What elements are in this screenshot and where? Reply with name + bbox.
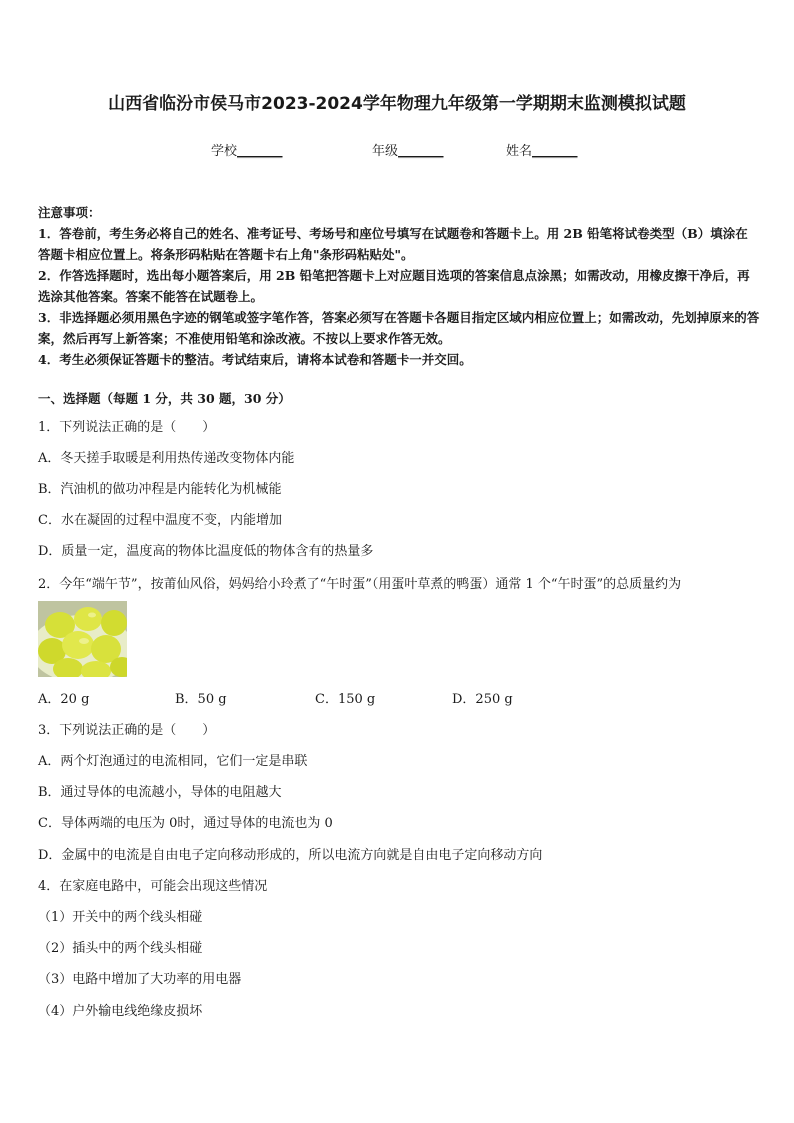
- note-item: 4．考生必须保证答题卡的整洁。考试结束后，请将本试卷和答题卡一并交回。: [38, 352, 472, 367]
- question-4-item: （4）户外输电线绝缘皮损坏: [38, 1004, 203, 1019]
- question-4-item: （3）电路中增加了大功率的用电器: [38, 972, 242, 987]
- section-heading: 一、选择题（每题 1 分，共 30 题，30 分）: [38, 391, 291, 406]
- grade-label: 年级: [372, 144, 399, 159]
- grade-field: [372, 140, 444, 159]
- grade-blank: _______: [398, 144, 444, 159]
- question-1-option-c: C．水在凝固的过程中温度不变，内能增加: [38, 513, 282, 528]
- question-3-option-d: D．金属中的电流是自由电子定向移动形成的，所以电流方向就是自由电子定向移动方向: [38, 848, 543, 863]
- question-3-stem: 3．下列说法正确的是（ ）: [38, 723, 216, 738]
- egg-basket-photo-icon: [38, 601, 127, 677]
- notes-block: [38, 202, 760, 370]
- question-2-stem: 2．今年“端午节”，按莆仙风俗，妈妈给小玲煮了“午时蛋”（用蛋叶草煮的鸭蛋）通常 1 个“午时蛋”的总质量约为: [38, 577, 682, 592]
- question-4-item: （2）插头中的两个线头相碰: [38, 941, 203, 956]
- eggs-illustration: [38, 601, 127, 677]
- question-2-option-a: A．20 g: [38, 692, 90, 707]
- page-title: 山西省临汾市侯马市2023-2024学年物理九年级第一学期期末监测模拟试题: [108, 94, 686, 114]
- name-field: [506, 140, 578, 159]
- note-item: 2．作答选择题时，选出每小题答案后，用 2B 铅笔把答题卡上对应题目选项的答案信息点涂黑；如需改动，用橡皮擦干净后，再选涂其他答案。答案不能答在试题卷上。: [38, 268, 750, 304]
- name-blank: _______: [532, 144, 578, 159]
- school-field: [211, 140, 283, 159]
- question-1-stem: 1．下列说法正确的是（ ）: [38, 420, 216, 435]
- note-item: 3．非选择题必须用黑色字迹的钢笔或签字笔作答，答案必须写在答题卡各题目指定区域内相应位置上；如需改动，先划掉原来的答案，然后再写上新答案；不准使用铅笔和涂改液。不按以上要求作答无效。: [38, 310, 760, 346]
- name-label: 姓名: [506, 144, 533, 159]
- question-1-option-b: B．汽油机的做功冲程是内能转化为机械能: [38, 482, 282, 497]
- question-1-option-a: A．冬天搓手取暖是利用热传递改变物体内能: [38, 451, 295, 466]
- question-3-option-b: B．通过导体的电流越小，导体的电阻越大: [38, 785, 282, 800]
- note-item: 1．答卷前，考生务必将自己的姓名、准考证号、考场号和座位号填写在试题卷和答题卡上。用 2B 铅笔将试卷类型（B）填涂在答题卡相应位置上。将条形码粘贴在答题卡右上角"条形码粘贴处"。: [38, 226, 748, 262]
- question-4-stem: 4．在家庭电路中，可能会出现这些情况: [38, 879, 268, 894]
- school-label: 学校: [211, 144, 238, 159]
- question-2-option-b: B．50 g: [175, 692, 227, 707]
- question-3-option-a: A．两个灯泡通过的电流相同，它们一定是串联: [38, 754, 308, 769]
- question-4-item: （1）开关中的两个线头相碰: [38, 910, 203, 925]
- question-3-option-c: C．导体两端的电压为 0时，通过导体的电流也为 0: [38, 816, 333, 831]
- question-1-option-d: D．质量一定，温度高的物体比温度低的物体含有的热量多: [38, 544, 374, 559]
- question-2-option-d: D．250 g: [452, 692, 513, 707]
- notes-heading: 注意事项：: [38, 205, 101, 220]
- question-2-option-c: C．150 g: [315, 692, 376, 707]
- school-blank: _______: [237, 144, 283, 159]
